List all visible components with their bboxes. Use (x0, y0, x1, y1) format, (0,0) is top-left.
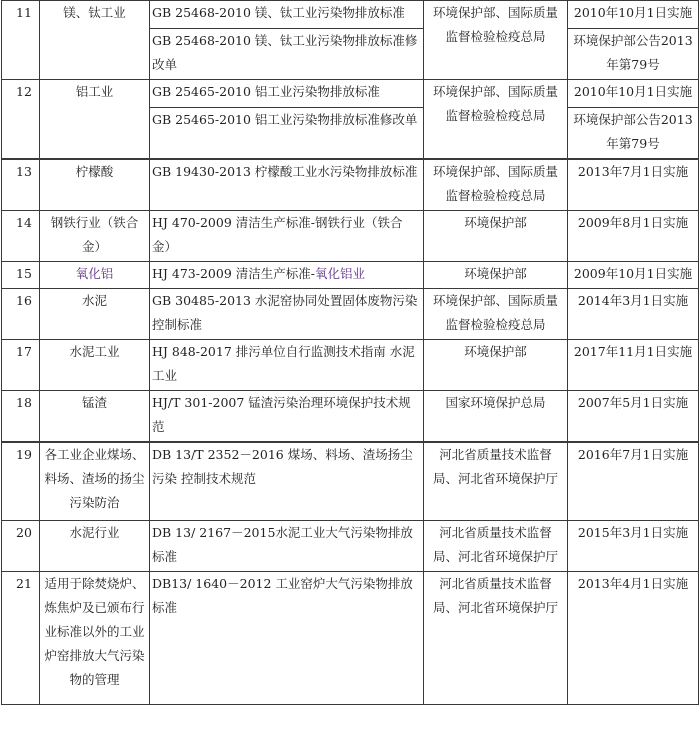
industry-name: 水泥工业 (40, 340, 150, 391)
industry-name: 锰渣 (40, 391, 150, 443)
industry-name: 水泥行业 (40, 521, 150, 572)
table-row (2, 289, 699, 340)
industry-name: 镁、钛工业 (40, 1, 150, 80)
issuing-authority: 环境保护部、国际质量监督检验检疫总局 (424, 80, 568, 160)
standard-name (150, 262, 424, 289)
table-row (2, 1, 699, 29)
issuing-authority: 国家环境保护总局 (424, 391, 568, 443)
industry-name: 柠檬酸 (40, 159, 150, 211)
issuing-authority: 环境保护部、国际质量监督检验检疫总局 (424, 289, 568, 340)
row-number: 11 (2, 1, 40, 80)
issuing-authority: 河北省质量技术监督局、河北省环境保护厅 (424, 442, 568, 521)
effective-date: 2009年8月1日实施 (568, 211, 699, 262)
row-number: 21 (2, 572, 40, 705)
row-number: 15 (2, 262, 40, 289)
standard-name: DB13/ 1640－2012 工业窑炉大气污染物排放标准 (150, 572, 424, 705)
standard-prefix: HJ 473-2009 清洁生产标准- (152, 266, 315, 281)
effective-date: 2009年10月1日实施 (568, 262, 699, 289)
standard-name: GB 30485-2013 水泥窑协同处置固体废物污染控制标准 (150, 289, 424, 340)
issuing-authority: 河北省质量技术监督局、河北省环境保护厅 (424, 572, 568, 705)
row-number: 19 (2, 442, 40, 521)
standard-highlight: 氧化铝业 (314, 266, 365, 281)
effective-date: 2013年4月1日实施 (568, 572, 699, 705)
effective-date: 2017年11月1日实施 (568, 340, 699, 391)
standards-table (1, 0, 699, 705)
row-number: 13 (2, 159, 40, 211)
effective-date: 2016年7月1日实施 (568, 442, 699, 521)
standard-name: DB 13/T 2352－2016 煤场、料场、渣场扬尘污染 控制技术规范 (150, 442, 424, 521)
industry-name: 适用于除焚烧炉、炼焦炉及已颁布行业标准以外的工业炉窑排放大气污染物的管理 (40, 572, 150, 705)
table-row (2, 521, 699, 572)
effective-date: 2010年10月1日实施 (568, 1, 699, 29)
industry-name: 钢铁行业（铁合金） (40, 211, 150, 262)
standard-name: HJ 848-2017 排污单位自行监测技术指南 水泥工业 (150, 340, 424, 391)
table-row (2, 442, 699, 521)
issuing-authority: 环境保护部、国际质量监督检验检疫总局 (424, 1, 568, 80)
standard-name: GB 25465-2010 铝工业污染物排放标准修改单 (150, 108, 424, 160)
issuing-authority: 环境保护部 (424, 340, 568, 391)
effective-date: 环境保护部公告2013年第79号 (568, 108, 699, 160)
standard-name: HJ 470-2009 清洁生产标准-钢铁行业（铁合金） (150, 211, 424, 262)
row-number: 12 (2, 80, 40, 160)
row-number: 16 (2, 289, 40, 340)
row-number: 14 (2, 211, 40, 262)
industry-name: 水泥 (40, 289, 150, 340)
effective-date: 2014年3月1日实施 (568, 289, 699, 340)
standard-name: GB 25468-2010 镁、钛工业污染物排放标准修改单 (150, 29, 424, 80)
industry-name: 铝工业 (40, 80, 150, 160)
row-number: 18 (2, 391, 40, 443)
table-row (2, 80, 699, 108)
effective-date: 2013年7月1日实施 (568, 159, 699, 211)
table-row (2, 572, 699, 705)
row-number: 20 (2, 521, 40, 572)
standard-name: GB 25468-2010 镁、钛工业污染物排放标准 (150, 1, 424, 29)
issuing-authority: 环境保护部、国际质量监督检验检疫总局 (424, 159, 568, 211)
industry-name: 氧化铝 (40, 262, 150, 289)
industry-name: 各工业企业煤场、料场、渣场的扬尘污染防治 (40, 442, 150, 521)
issuing-authority: 河北省质量技术监督局、河北省环境保护厅 (424, 521, 568, 572)
standard-name: GB 25465-2010 铝工业污染物排放标准 (150, 80, 424, 108)
row-number: 17 (2, 340, 40, 391)
effective-date: 2015年3月1日实施 (568, 521, 699, 572)
table-row (2, 159, 699, 211)
table-row (2, 211, 699, 262)
effective-date: 环境保护部公告2013年第79号 (568, 29, 699, 80)
issuing-authority: 环境保护部 (424, 262, 568, 289)
effective-date: 2010年10月1日实施 (568, 80, 699, 108)
table-row (2, 262, 699, 289)
standard-name: DB 13/ 2167－2015水泥工业大气污染物排放标准 (150, 521, 424, 572)
issuing-authority: 环境保护部 (424, 211, 568, 262)
standard-name: GB 19430-2013 柠檬酸工业水污染物排放标准 (150, 159, 424, 211)
standard-name: HJ/T 301-2007 锰渣污染治理环境保护技术规范 (150, 391, 424, 443)
table-row (2, 340, 699, 391)
effective-date: 2007年5月1日实施 (568, 391, 699, 443)
table-row (2, 391, 699, 443)
